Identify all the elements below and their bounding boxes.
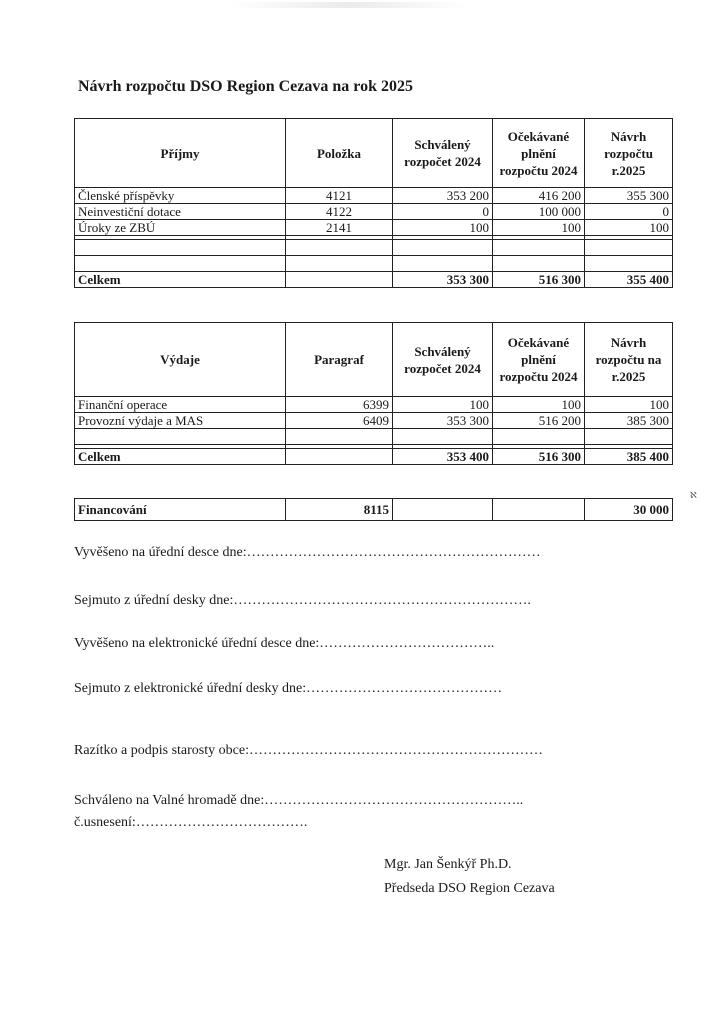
scan-streak bbox=[230, 2, 470, 8]
row-label: Úroky ze ZBÚ bbox=[75, 220, 286, 236]
row-approved-2024: 100 bbox=[393, 220, 493, 236]
table-row bbox=[75, 204, 673, 220]
blank-row bbox=[75, 240, 673, 256]
income-table bbox=[74, 118, 673, 288]
row-expected-2024: 100 bbox=[493, 397, 585, 413]
row-expected-2024: 516 200 bbox=[493, 413, 585, 429]
total-row bbox=[75, 272, 673, 288]
table-row bbox=[75, 220, 673, 236]
row-approved-2024: 353 300 bbox=[393, 413, 493, 429]
approved-assembly-line: Schváleno na Valné hromadě dne:……………………………………………….. bbox=[74, 793, 524, 808]
total-code bbox=[286, 272, 393, 288]
row-proposal-2025: 100 bbox=[585, 220, 673, 236]
row-code: 2141 bbox=[286, 220, 393, 236]
row-approved-2024: 0 bbox=[393, 204, 493, 220]
row-label: Provozní výdaje a MAS bbox=[75, 413, 286, 429]
expense-header-approved-2024: Schválený rozpočet 2024 bbox=[393, 323, 493, 397]
expense-header-paragraph: Paragraf bbox=[286, 323, 393, 397]
document-title: Návrh rozpočtu DSO Region Cezava na rok 2025 bbox=[78, 78, 413, 95]
row-code: 6399 bbox=[286, 397, 393, 413]
income-header-expected-2024: Očekávané plnění rozpočtu 2024 bbox=[493, 119, 585, 188]
row-label: Neinvestiční dotace bbox=[75, 204, 286, 220]
income-header-item: Položka bbox=[286, 119, 393, 188]
total-row bbox=[75, 449, 673, 465]
total-label: Celkem bbox=[75, 272, 286, 288]
financing-table bbox=[74, 498, 673, 521]
total-expected-2024: 516 300 bbox=[493, 449, 585, 465]
total-proposal-2025: 385 400 bbox=[585, 449, 673, 465]
total-approved-2024: 353 400 bbox=[393, 449, 493, 465]
signature-block bbox=[384, 853, 555, 901]
table-row bbox=[75, 413, 673, 429]
income-header-proposal-2025: Návrh rozpočtu r.2025 bbox=[585, 119, 673, 188]
removed-electronic-line: Sejmuto z elektronické úřední desky dne:…………………………………… bbox=[74, 681, 503, 696]
row-label: Členské příspěvky bbox=[75, 188, 286, 204]
row-proposal-2025: 385 300 bbox=[585, 413, 673, 429]
row-proposal-2025: 100 bbox=[585, 397, 673, 413]
expense-header-proposal-2025: Návrh rozpočtu na r.2025 bbox=[585, 323, 673, 397]
financing-expected-2024 bbox=[493, 499, 585, 521]
row-expected-2024: 100 bbox=[493, 220, 585, 236]
row-expected-2024: 416 200 bbox=[493, 188, 585, 204]
expense-table bbox=[74, 322, 673, 465]
table-row bbox=[75, 397, 673, 413]
signatory-name: Mgr. Jan Šenkýř Ph.D. bbox=[384, 857, 512, 872]
row-label: Finanční operace bbox=[75, 397, 286, 413]
total-proposal-2025: 355 400 bbox=[585, 272, 673, 288]
total-approved-2024: 353 300 bbox=[393, 272, 493, 288]
financing-row bbox=[75, 499, 673, 521]
income-header-row bbox=[75, 119, 673, 188]
total-expected-2024: 516 300 bbox=[493, 272, 585, 288]
posted-board-line: Vyvěšeno na úřední desce dne:……………………………………………………… bbox=[74, 545, 541, 560]
blank-row bbox=[75, 429, 673, 445]
row-approved-2024: 353 200 bbox=[393, 188, 493, 204]
removed-board-line: Sejmuto z úřední desky dne:………………………………………………………. bbox=[74, 593, 531, 608]
row-code: 6409 bbox=[286, 413, 393, 429]
total-label: Celkem bbox=[75, 449, 286, 465]
row-expected-2024: 100 000 bbox=[493, 204, 585, 220]
expense-header-row bbox=[75, 323, 673, 397]
margin-mark: ℵ bbox=[690, 490, 697, 500]
row-proposal-2025: 0 bbox=[585, 204, 673, 220]
total-code bbox=[286, 449, 393, 465]
row-code: 4121 bbox=[286, 188, 393, 204]
financing-label: Financování bbox=[75, 499, 286, 521]
signatory-role: Předseda DSO Region Cezava bbox=[384, 881, 555, 896]
blank-row bbox=[75, 256, 673, 272]
table-row bbox=[75, 188, 673, 204]
expense-header-category: Výdaje bbox=[75, 323, 286, 397]
row-proposal-2025: 355 300 bbox=[585, 188, 673, 204]
income-header-category: Příjmy bbox=[75, 119, 286, 188]
row-code: 4122 bbox=[286, 204, 393, 220]
financing-proposal-2025: 30 000 bbox=[585, 499, 673, 521]
stamp-signature-line: Razítko a podpis starosty obce:……………………………………………………… bbox=[74, 743, 543, 758]
income-header-approved-2024: Schválený rozpočet 2024 bbox=[393, 119, 493, 188]
posted-electronic-line: Vyvěšeno na elektronické úřední desce dne:……………………………….. bbox=[74, 636, 495, 651]
resolution-number-line: č.usnesení:………………………………. bbox=[74, 815, 308, 830]
financing-code: 8115 bbox=[286, 499, 393, 521]
expense-header-expected-2024: Očekávané plnění rozpočtu 2024 bbox=[493, 323, 585, 397]
financing-approved-2024 bbox=[393, 499, 493, 521]
row-approved-2024: 100 bbox=[393, 397, 493, 413]
